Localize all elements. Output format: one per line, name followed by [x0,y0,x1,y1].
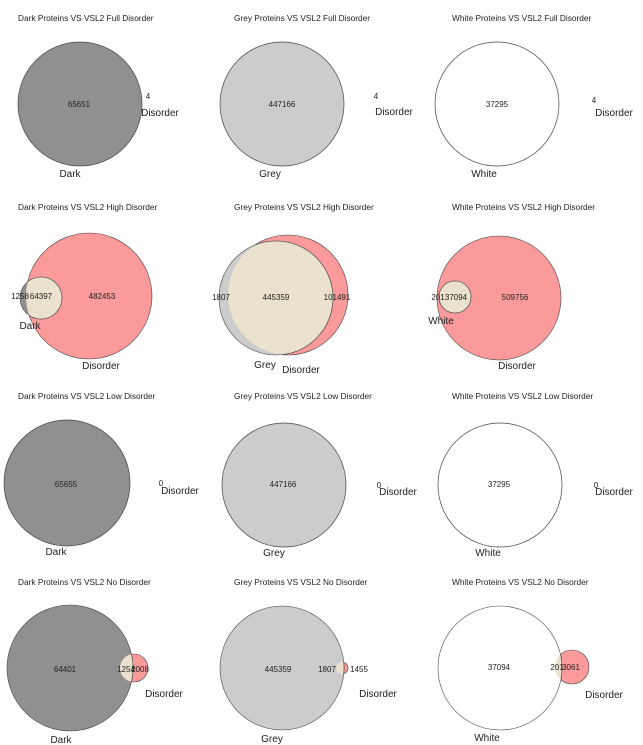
protein-set-label: Dark [50,735,72,745]
venn-panel [220,577,398,745]
venn-panel [222,391,418,559]
protein-only-count: 37295 [487,480,511,489]
protein-only-count: 65651 [67,100,91,109]
venn-panel [212,202,374,376]
disorder-only-count: 0 [158,479,164,488]
disorder-only-count: 0 [376,481,382,490]
panel-title: Grey Proteins VS VSL2 Low Disorder [234,391,372,401]
panel-title: Grey Proteins VS VSL2 No Disorder [234,577,368,587]
venn-panel [7,577,184,745]
disorder-only-count: 2008 [131,665,149,674]
panel-title: Dark Proteins VS VSL2 No Disorder [18,577,151,587]
venn-panel [4,391,200,558]
disorder-set-label: Disorder [585,690,623,701]
disorder-only-count: 101491 [323,293,351,302]
disorder-only-count: 1455 [350,665,368,674]
protein-set-label: Grey [263,548,285,559]
panel-title: Dark Proteins VS VSL2 High Disorder [18,202,158,212]
venn-panel [220,13,414,180]
disorder-only-count: 3061 [562,663,580,672]
overlap-count: 201 [550,663,564,672]
disorder-only-count: 4 [145,92,151,101]
disorder-set-label: Disorder [161,486,199,497]
disorder-only-count: 509756 [501,293,529,302]
protein-only-count: 37295 [485,100,509,109]
protein-set-label: White [474,733,500,744]
panel-title: White Proteins VS VSL2 Low Disorder [452,391,594,401]
protein-set-label: White [471,169,497,180]
panel-title: White Proteins VS VSL2 Full Disorder [452,13,592,23]
disorder-set-label: Disorder [359,689,397,700]
venn-panel [18,13,180,180]
panel-title: White Proteins VS VSL2 High Disorder [452,202,595,212]
panel-title: Grey Proteins VS VSL2 Full Disorder [234,13,371,23]
disorder-only-count: 0 [593,481,599,490]
disorder-set-label: Disorder [282,365,320,376]
disorder-only-count: 4 [591,96,597,105]
disorder-only-count: 4 [373,92,379,101]
protein-only-count: 1807 [212,293,230,302]
protein-only-count: 65655 [54,480,78,489]
protein-set-label: Dark [59,169,81,180]
disorder-set-label: Disorder [498,361,536,372]
disorder-set-label: Disorder [375,107,413,118]
disorder-only-count: 482453 [88,292,116,301]
venn-panel [11,202,157,372]
protein-only-count: 447166 [269,480,297,489]
overlap-count: 64397 [29,292,53,301]
protein-only-count: 445359 [264,665,292,674]
venn-panel [438,391,634,559]
protein-only-count: 37094 [487,663,511,672]
protein-set-label: White [475,548,501,559]
panel-title: Dark Proteins VS VSL2 Full Disorder [18,13,154,23]
venn-panel [435,13,634,180]
protein-set-label: Grey [261,734,283,745]
protein-only-count: 64401 [53,665,77,674]
panel-title: Grey Proteins VS VSL2 High Disorder [234,202,374,212]
overlap-count: 37094 [444,293,468,302]
disorder-set-label: Disorder [595,108,633,119]
venn-panel [428,202,595,372]
protein-only-count: 1258 [11,292,29,301]
protein-set-label: Grey [259,169,281,180]
protein-set-label: Dark [19,321,41,332]
protein-set-label: Dark [45,547,67,558]
disorder-set-label: Disorder [145,689,183,700]
disorder-set-label: Disorder [82,361,120,372]
overlap-count: 445359 [262,293,290,302]
protein-set-label: Grey [254,360,276,371]
disorder-set-label: Disorder [595,487,633,498]
overlap-count: 1807 [318,665,336,674]
panel-title: Dark Proteins VS VSL2 Low Disorder [18,391,156,401]
panel-title: White Proteins VS VSL2 No Disorder [452,577,589,587]
venn-panel [438,577,624,744]
protein-only-count: 447166 [268,100,296,109]
disorder-set-label: Disorder [141,108,179,119]
disorder-set-label: Disorder [379,487,417,498]
overlap-count: 1254 [117,665,135,674]
protein-set-label: White [428,316,454,327]
protein-only-count: 201 [431,293,445,302]
